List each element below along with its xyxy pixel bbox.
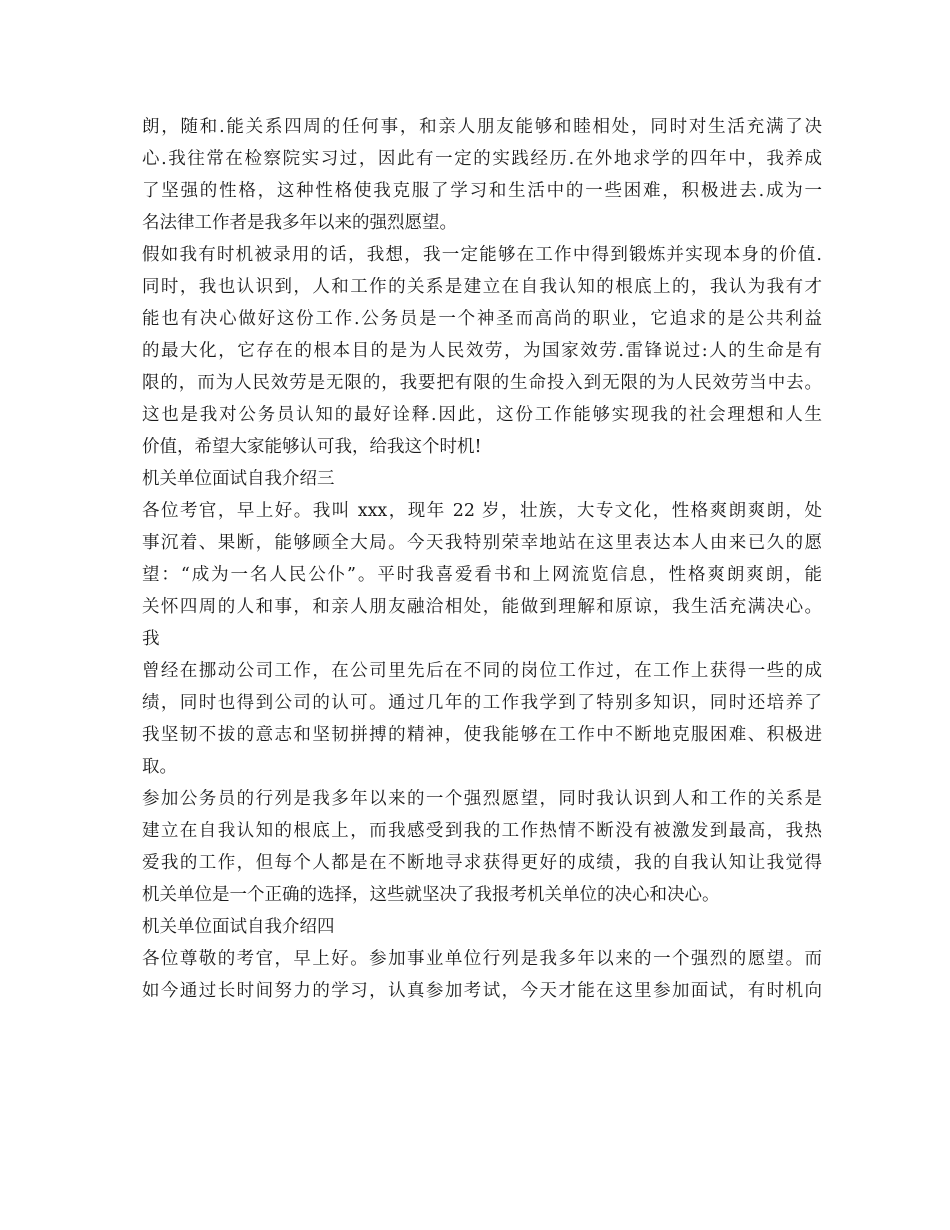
paragraph-line: 能也有决心做好这份工作.公务员是一个神圣而高尚的职业，它追求的是公共利益 <box>142 309 822 329</box>
paragraph-line: 各位尊敬的考官，早上好。参加事业单位行列是我多年以来的一个强烈的愿望。而 <box>142 949 822 969</box>
paragraph-line: 了坚强的性格，这种性格使我克服了学习和生活中的一些困难，积极进去.成为一 <box>142 181 822 201</box>
paragraph-line: 我 <box>142 629 160 649</box>
section-heading: 机关单位面试自我介绍四 <box>142 917 335 937</box>
section-heading: 机关单位面试自我介绍三 <box>142 469 335 489</box>
paragraph-line: 各位考官，早上好。我叫 xxx，现年 22 岁，壮族，大专文化，性格爽朗爽朗，处 <box>142 501 822 521</box>
paragraph-line: 名法律工作者是我多年以来的强烈愿望。 <box>142 213 457 233</box>
paragraph-line: 爱我的工作，但每个人都是在不断地寻求获得更好的成绩，我的自我认知让我觉得 <box>142 853 822 873</box>
paragraph-line: 关怀四周的人和事，和亲人朋友融洽相处，能做到理解和原谅，我生活充满决心。 <box>142 597 822 617</box>
paragraph-line: 心.我往常在检察院实习过，因此有一定的实践经历.在外地求学的四年中，我养成 <box>142 149 822 169</box>
paragraph-line: 绩，同时也得到公司的认可。通过几年的工作我学到了特别多知识，同时还培养了 <box>142 693 822 713</box>
paragraph-line: 曾经在挪动公司工作，在公司里先后在不同的岗位工作过，在工作上获得一些的成 <box>142 661 822 681</box>
paragraph-line: 假如我有时机被录用的话，我想，我一定能够在工作中得到锻炼并实现本身的价值. <box>142 245 822 265</box>
paragraph-line: 这也是我对公务员认知的最好诠释.因此，这份工作能够实现我的社会理想和人生 <box>142 405 822 425</box>
paragraph-line: 限的，而为人民效劳是无限的，我要把有限的生命投入到无限的为人民效劳当中去。 <box>142 373 822 393</box>
paragraph-line: 机关单位是一个正确的选择，这些就坚决了我报考机关单位的决心和决心。 <box>142 885 720 905</box>
paragraph-line: 事沉着、果断，能够顾全大局。今天我特别荣幸地站在这里表达本人由来已久的愿 <box>142 533 822 553</box>
paragraph-line: 参加公务员的行列是我多年以来的一个强烈愿望，同时我认识到人和工作的关系是 <box>142 789 822 809</box>
paragraph-line: 取。 <box>142 757 177 777</box>
paragraph-line: 朗，随和.能关系四周的任何事，和亲人朋友能够和睦相处，同时对生活充满了决 <box>142 117 822 137</box>
paragraph-line: 望：“成为一名人民公仆”。平时我喜爱看书和上网流览信息，性格爽朗爽朗，能 <box>142 565 822 585</box>
paragraph-line: 建立在自我认知的根底上，而我感受到我的工作热情不断没有被激发到最高，我热 <box>142 821 822 841</box>
paragraph-line: 价值，希望大家能够认可我，给我这个时机! <box>142 437 482 457</box>
paragraph-line: 的最大化，它存在的根本目的是为人民效劳，为国家效劳.雷锋说过:人的生命是有 <box>142 341 822 361</box>
paragraph-line: 如今通过长时间努力的学习，认真参加考试，今天才能在这里参加面试，有时机向 <box>142 981 822 1001</box>
paragraph-line: 我坚韧不拔的意志和坚韧拼搏的精神，使我能够在工作中不断地克服困难、积极进 <box>142 725 822 745</box>
paragraph-line: 同时，我也认识到，人和工作的关系是建立在自我认知的根底上的，我认为我有才 <box>142 277 822 297</box>
